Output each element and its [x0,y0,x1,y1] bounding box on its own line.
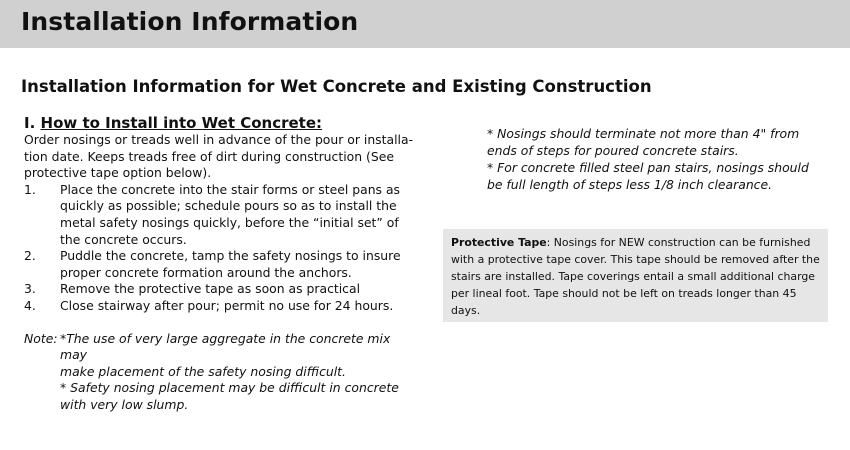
step-number: 1. [24,181,36,197]
section-heading [24,114,419,132]
termination-note-line: * For concrete filled steel pan stairs, nosings should [487,160,809,175]
step-item [24,281,419,298]
step-line: Puddle the concrete, tamp the safety nosings to insure [60,248,401,264]
tape-line [451,234,820,251]
note-line: with very low slump. [60,396,189,412]
termination-note-line: be full length of steps less 1/8 inch clearance. [487,177,773,192]
step-item [24,182,419,248]
tape-line: per lineal foot. Tape should not be left on treads longer than 45 [451,287,797,300]
termination-notes [487,125,817,193]
tape-line: with a protective tape cover. This tape should be removed after the [451,253,820,266]
intro-paragraph [24,132,419,182]
note-block [24,331,419,414]
step-number: 4. [24,297,36,313]
step-item [24,298,419,315]
step-line: proper concrete formation around the anchors. [60,264,352,280]
step-text [60,298,419,315]
intro-line: protective tape option below). [24,165,212,181]
note-line: make placement of the safety nosing difficult. [60,363,346,379]
step-text [60,182,419,248]
step-number: 3. [24,281,36,297]
step-number: 2. [24,248,36,264]
step-text [60,248,419,281]
step-item [24,248,419,281]
step-line: the concrete occurs. [60,231,187,247]
tape-text: : Nosings for NEW construction can be furnished [546,236,811,249]
header-bar [0,0,850,48]
termination-note-line: ends of steps for poured concrete stairs. [487,143,739,158]
tape-line: stairs are installed. Tape coverings entail a small additional charge [451,270,815,283]
tape-line: days. [451,304,481,317]
section-subtitle: Installation Information for Wet Concrete and Existing Construction [21,77,652,96]
note-row [24,331,419,364]
intro-line: Order nosings or treads well in advance of the pour or installa- [24,132,414,147]
note-label: Note: [24,330,58,346]
step-line: metal safety nosings quickly, before the “initial set” of [60,214,399,230]
protective-tape-box [443,229,828,322]
page-title: Installation Information [21,7,359,36]
note-line: * Safety nosing placement may be difficult in concrete [60,380,399,396]
step-text [60,281,419,298]
step-line: Place the concrete into the stair forms or steel pans as [60,181,400,197]
note-line: *The use of very large aggregate in the concrete mix may [60,330,391,363]
step-line: Remove the protective tape as soon as practical [60,281,361,297]
steps-list [24,182,419,315]
step-line: quickly as possible; schedule pours so as to install the [60,198,397,214]
termination-note-line: * Nosings should terminate not more than 4" from [487,126,800,141]
install-instructions [24,114,419,414]
intro-line: tion date. Keeps treads free of dirt during construction (See [24,148,394,164]
section-title: How to Install into Wet Concrete: [40,114,323,132]
step-line: Close stairway after pour; permit no use for 24 hours. [60,297,394,313]
section-number: I. [24,114,36,132]
tape-label: Protective Tape [451,236,547,249]
